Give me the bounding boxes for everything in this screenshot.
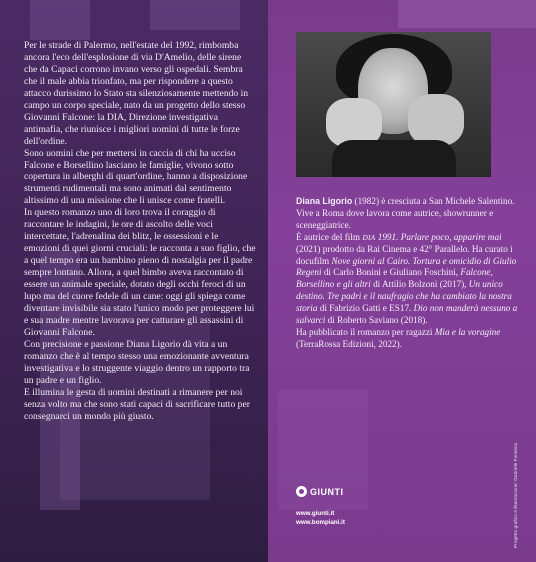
building-silhouette [398, 0, 536, 28]
publisher-logo [296, 486, 344, 497]
bio-text: È autrice del film [296, 231, 363, 242]
publisher-urls [296, 509, 345, 527]
bio-title: Nove giorni al Cairo. Tortura e omicidio di Giulio Regeni [296, 255, 517, 278]
synopsis-paragraph: Per le strade di Palermo, nell'estate del 1992, rimbomba ancora l'eco dell'esplosione di via D'Amelio, delle sirene che da Capaci corrono invano verso gli ospedali. Sembra che il male abbia trionfato, ma per rispondere a questo attacco durissimo lo Stato sta silenziosamente mettendo in campo un corpo speciale, nato da un progetto dello stesso Giovanni Falcone: la DIA, Direzione investigativa antimafia, che riunisce i migliori uomini di tutte le forze dell'ordine. [24, 40, 249, 147]
synopsis-paragraph: In questo romanzo uno di loro trova il coraggio di raccontare le indagini, le ore di ascolto delle voci intercettate, l'adrenalina dei blitz, le ossessioni e le emozioni di quei giorni cruciali: le racconta a suo figlio, che a quel tempo era un bambino pieno di nostalgia per il padre sempre lontano. Allora, a quel bimbo aveva raccontato di essere un animale speciale, dotato degli occhi feroci di un lupo ma del cuore fedele di un cane: oggi gli spiega come diventare invisibile sia stato l'unico modo per proteggere lui e sua madre mentre lavorava per catturare gli assassini di Giovanni Falcone. [24, 207, 256, 338]
publisher-name: GIUNTI [310, 486, 344, 497]
photo-dress [332, 140, 456, 177]
author-name: Diana Ligorio [296, 196, 353, 206]
author-photo [296, 32, 491, 177]
synopsis-paragraph: Sono uomini che per mettersi in caccia di chi ha ucciso Falcone e Borsellino lasciano le famiglie, vivono sotto copertura in alberghi di quart'ordine, hanno a disposizione strumenti rudimentali ma sono animati dal sentimento altissimo di una missione che li unisce come fratelli. [24, 147, 248, 207]
bio-title: Mia e la voragine [434, 326, 501, 337]
design-credit [514, 540, 519, 548]
bio-title: 1991. Parlare poco, apparire mai [375, 231, 502, 242]
synopsis-text [24, 40, 256, 423]
bio-paragraph-1 [296, 196, 526, 232]
bio-text: (2021) prodotto da Rai Cinema e 42° Parallelo. Ha curato i docufilm [296, 243, 513, 266]
giunti-logo-icon [296, 486, 307, 497]
author-bio [296, 196, 526, 351]
bio-paragraph-2 [296, 232, 526, 327]
bio-text: di Carlo Bonini e Giuliano Foschini, [321, 267, 461, 278]
bio-text: di Fabrizio Gatti e ES17. [317, 303, 414, 314]
synopsis-paragraph: Con precisione e passione Diana Ligorio dà vita a un romanzo che è al tempo stesso una emozionante avventura investigativa e lo struggente viaggio dentro un rapporto tra un padre e un figlio. [24, 338, 250, 386]
synopsis-paragraph: E illumina le gesta di uomini destinati a rimanere per noi senza volto ma che sono stati capaci di sacrificare tutto per consegnarci un mondo più giusto. [24, 386, 250, 422]
bio-paragraph-3 [296, 327, 526, 351]
bio-text: (1982) è cresciuta a San Michele Salentino. Vive a Roma dove lavora come autrice, showrunner e sceneggiatrice. [296, 196, 515, 230]
bio-text: di Roberto Saviano (2018). [325, 315, 428, 326]
bio-text: Ha pubblicato il romanzo per ragazzi [296, 326, 435, 337]
bio-title: Falcone, Borsellino e gli altri [296, 267, 493, 290]
bio-text: (TerraRossa Edizioni, 2022). [296, 338, 403, 349]
photo-hand [408, 94, 464, 146]
bio-text: di Attilio Bolzoni (2017), [370, 279, 469, 290]
publisher-url-link[interactable]: www.bompiani.it [296, 519, 345, 526]
publisher-url-link[interactable]: www.giunti.it [296, 510, 335, 517]
building-silhouette [30, 0, 90, 40]
building-silhouette [150, 0, 240, 30]
bio-title: Un unico destino. Tre padri e il naufragio che ha cambiato la nostra storia [296, 279, 512, 314]
bio-title: DIA [362, 232, 376, 242]
bio-title: Dio non manderà nessuno a salvarci [296, 303, 518, 326]
